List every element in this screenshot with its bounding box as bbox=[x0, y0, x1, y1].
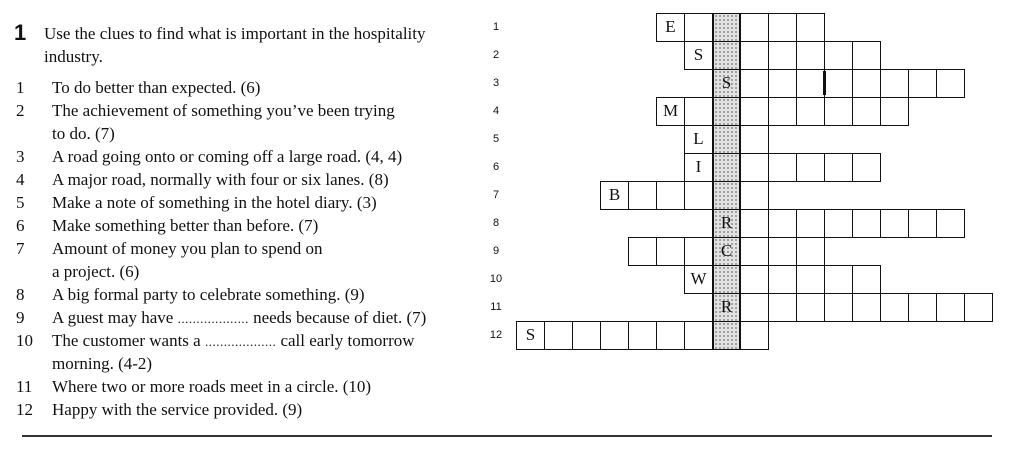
answer-cell[interactable]: B bbox=[600, 181, 629, 210]
answer-cell[interactable] bbox=[768, 153, 797, 182]
answer-cell[interactable] bbox=[880, 209, 909, 238]
clue-text: Happy with the service provided. (9) bbox=[52, 400, 303, 419]
answer-cell[interactable] bbox=[936, 209, 965, 238]
answer-cell[interactable] bbox=[768, 13, 797, 42]
clue-text: Make something better than before. (7) bbox=[52, 216, 319, 235]
row-number: 1 bbox=[492, 21, 500, 33]
answer-cell[interactable] bbox=[740, 125, 769, 154]
answer-cell[interactable] bbox=[656, 321, 685, 350]
answer-cell[interactable] bbox=[740, 13, 769, 42]
answer-cell[interactable] bbox=[964, 293, 993, 322]
answer-cell[interactable] bbox=[824, 69, 853, 98]
shaded-answer-cell[interactable]: S bbox=[712, 69, 741, 98]
answer-cell[interactable] bbox=[740, 181, 769, 210]
answer-cell[interactable] bbox=[824, 209, 853, 238]
clue-number: 3 bbox=[16, 147, 25, 166]
clue-text-before: The customer wants a bbox=[52, 331, 201, 350]
answer-cell[interactable] bbox=[684, 13, 713, 42]
clue-text-after: needs because of diet. (7) bbox=[253, 308, 427, 327]
answer-cell[interactable] bbox=[936, 293, 965, 322]
answer-cell[interactable] bbox=[768, 265, 797, 294]
row-number: 5 bbox=[492, 133, 500, 145]
exercise-instruction: Use the clues to find what is important in the hospitality industry. bbox=[44, 24, 426, 66]
shaded-answer-cell[interactable] bbox=[712, 125, 741, 154]
clue-text-continued: a project. (6) bbox=[52, 262, 140, 281]
answer-cell[interactable] bbox=[740, 293, 769, 322]
clue-number: 12 bbox=[16, 400, 33, 419]
answer-cell[interactable] bbox=[824, 293, 853, 322]
clue-number: 10 bbox=[16, 331, 33, 350]
clue-number: 5 bbox=[16, 193, 25, 212]
row-number: 4 bbox=[492, 105, 500, 117]
answer-cell[interactable] bbox=[936, 69, 965, 98]
answer-cell[interactable] bbox=[824, 153, 853, 182]
clue-text: The achievement of something you’ve been trying bbox=[52, 101, 395, 120]
clue-number: 4 bbox=[16, 170, 25, 189]
answer-cell[interactable]: W bbox=[684, 265, 713, 294]
shaded-answer-cell[interactable] bbox=[712, 97, 741, 126]
clue-text bbox=[52, 329, 415, 353]
exercise-number: 1 bbox=[14, 20, 27, 45]
shaded-answer-cell[interactable] bbox=[712, 41, 741, 70]
answer-cell[interactable] bbox=[768, 41, 797, 70]
row-number: 7 bbox=[492, 189, 500, 201]
answer-cell[interactable]: M bbox=[656, 97, 685, 126]
answer-cell[interactable] bbox=[796, 293, 825, 322]
answer-cell[interactable] bbox=[852, 293, 881, 322]
shaded-answer-cell[interactable] bbox=[712, 265, 741, 294]
answer-cell[interactable] bbox=[768, 237, 797, 266]
answer-cell[interactable] bbox=[824, 97, 853, 126]
answer-cell[interactable]: L bbox=[684, 125, 713, 154]
row-number: 2 bbox=[492, 49, 500, 61]
clue-text-after: call early tomorrow bbox=[280, 331, 415, 350]
answer-cell[interactable] bbox=[852, 265, 881, 294]
shaded-answer-cell[interactable]: R bbox=[712, 209, 741, 238]
clue-number: 8 bbox=[16, 285, 25, 304]
row-number: 9 bbox=[492, 245, 500, 257]
answer-cell[interactable] bbox=[628, 237, 657, 266]
clue-text-before: A guest may have bbox=[52, 308, 174, 327]
shaded-answer-cell[interactable]: R bbox=[712, 293, 741, 322]
clue-number: 11 bbox=[16, 377, 33, 396]
divider-rule bbox=[22, 435, 992, 437]
answer-cell[interactable] bbox=[908, 293, 937, 322]
clue-number: 7 bbox=[16, 239, 25, 258]
row-number: 10 bbox=[489, 273, 503, 285]
shaded-answer-cell[interactable]: C bbox=[712, 237, 741, 266]
answer-cell[interactable] bbox=[824, 41, 853, 70]
answer-cell[interactable] bbox=[740, 321, 769, 350]
clue-text-continued: morning. (4-2) bbox=[52, 354, 153, 373]
row-number: 3 bbox=[492, 77, 500, 89]
answer-cell[interactable]: I bbox=[684, 153, 713, 182]
answer-cell[interactable] bbox=[656, 181, 685, 210]
clue-number: 9 bbox=[16, 308, 25, 327]
answer-cell[interactable] bbox=[796, 13, 825, 42]
answer-cell[interactable] bbox=[740, 41, 769, 70]
clue-text: Make a note of something in the hotel diary. (3) bbox=[52, 193, 377, 212]
answer-cell[interactable] bbox=[796, 265, 825, 294]
answer-cell[interactable] bbox=[796, 41, 825, 70]
answer-cell[interactable] bbox=[852, 209, 881, 238]
clue-number: 1 bbox=[16, 78, 25, 97]
row-number: 8 bbox=[492, 217, 500, 229]
answer-cell[interactable] bbox=[796, 69, 825, 98]
clue-text bbox=[52, 306, 426, 330]
answer-cell[interactable] bbox=[768, 69, 797, 98]
answer-cell[interactable] bbox=[572, 321, 601, 350]
row-number: 6 bbox=[492, 161, 500, 173]
answer-blank: ................... bbox=[177, 311, 249, 326]
answer-cell[interactable] bbox=[824, 265, 853, 294]
answer-cell[interactable] bbox=[796, 97, 825, 126]
shaded-answer-cell[interactable] bbox=[712, 153, 741, 182]
answer-cell[interactable] bbox=[740, 209, 769, 238]
answer-cell[interactable] bbox=[684, 97, 713, 126]
answer-cell[interactable] bbox=[684, 237, 713, 266]
clue-text: To do better than expected. (6) bbox=[52, 78, 261, 97]
answer-blank: ................... bbox=[204, 334, 277, 349]
clue-number: 2 bbox=[16, 101, 25, 120]
answer-cell[interactable] bbox=[852, 97, 881, 126]
answer-cell[interactable] bbox=[768, 293, 797, 322]
answer-cell[interactable] bbox=[684, 321, 713, 350]
answer-cell[interactable] bbox=[740, 153, 769, 182]
answer-cell[interactable] bbox=[852, 69, 881, 98]
row-number: 11 bbox=[490, 301, 502, 313]
answer-cell[interactable] bbox=[908, 69, 937, 98]
clue-text: Amount of money you plan to spend on bbox=[52, 239, 323, 258]
clue-text: A big formal party to celebrate something. (9) bbox=[52, 285, 365, 304]
answer-cell[interactable] bbox=[628, 321, 657, 350]
answer-cell[interactable] bbox=[852, 41, 881, 70]
clue-text: Where two or more roads meet in a circle. (10) bbox=[52, 377, 372, 396]
answer-cell[interactable] bbox=[600, 321, 629, 350]
answer-cell[interactable] bbox=[796, 237, 825, 266]
answer-cell[interactable] bbox=[740, 69, 769, 98]
answer-cell[interactable] bbox=[740, 237, 769, 266]
answer-cell[interactable] bbox=[740, 97, 769, 126]
shaded-answer-cell[interactable] bbox=[712, 321, 741, 350]
answer-cell[interactable] bbox=[684, 181, 713, 210]
answer-cell[interactable] bbox=[740, 265, 769, 294]
answer-cell[interactable] bbox=[796, 153, 825, 182]
clue-text-continued: to do. (7) bbox=[52, 124, 115, 143]
word-break-mark bbox=[823, 71, 826, 95]
answer-cell[interactable] bbox=[908, 209, 937, 238]
answer-cell[interactable]: S bbox=[684, 41, 713, 70]
answer-cell[interactable] bbox=[852, 153, 881, 182]
shaded-answer-cell[interactable] bbox=[712, 181, 741, 210]
answer-cell[interactable] bbox=[880, 97, 909, 126]
clue-number: 6 bbox=[16, 216, 25, 235]
clue-text: A major road, normally with four or six lanes. (8) bbox=[52, 170, 389, 189]
clue-text: A road going onto or coming off a large road. (4, 4) bbox=[52, 147, 403, 166]
row-number: 12 bbox=[489, 329, 503, 341]
shaded-answer-cell[interactable] bbox=[712, 13, 741, 42]
answer-cell[interactable] bbox=[768, 97, 797, 126]
answer-cell[interactable] bbox=[544, 321, 573, 350]
answer-cell[interactable] bbox=[796, 209, 825, 238]
answer-cell[interactable] bbox=[768, 209, 797, 238]
answer-cell[interactable]: S bbox=[516, 321, 545, 350]
answer-cell[interactable] bbox=[628, 181, 657, 210]
answer-cell[interactable]: E bbox=[656, 13, 685, 42]
answer-cell[interactable] bbox=[656, 237, 685, 266]
answer-cell[interactable] bbox=[880, 69, 909, 98]
answer-cell[interactable] bbox=[880, 293, 909, 322]
